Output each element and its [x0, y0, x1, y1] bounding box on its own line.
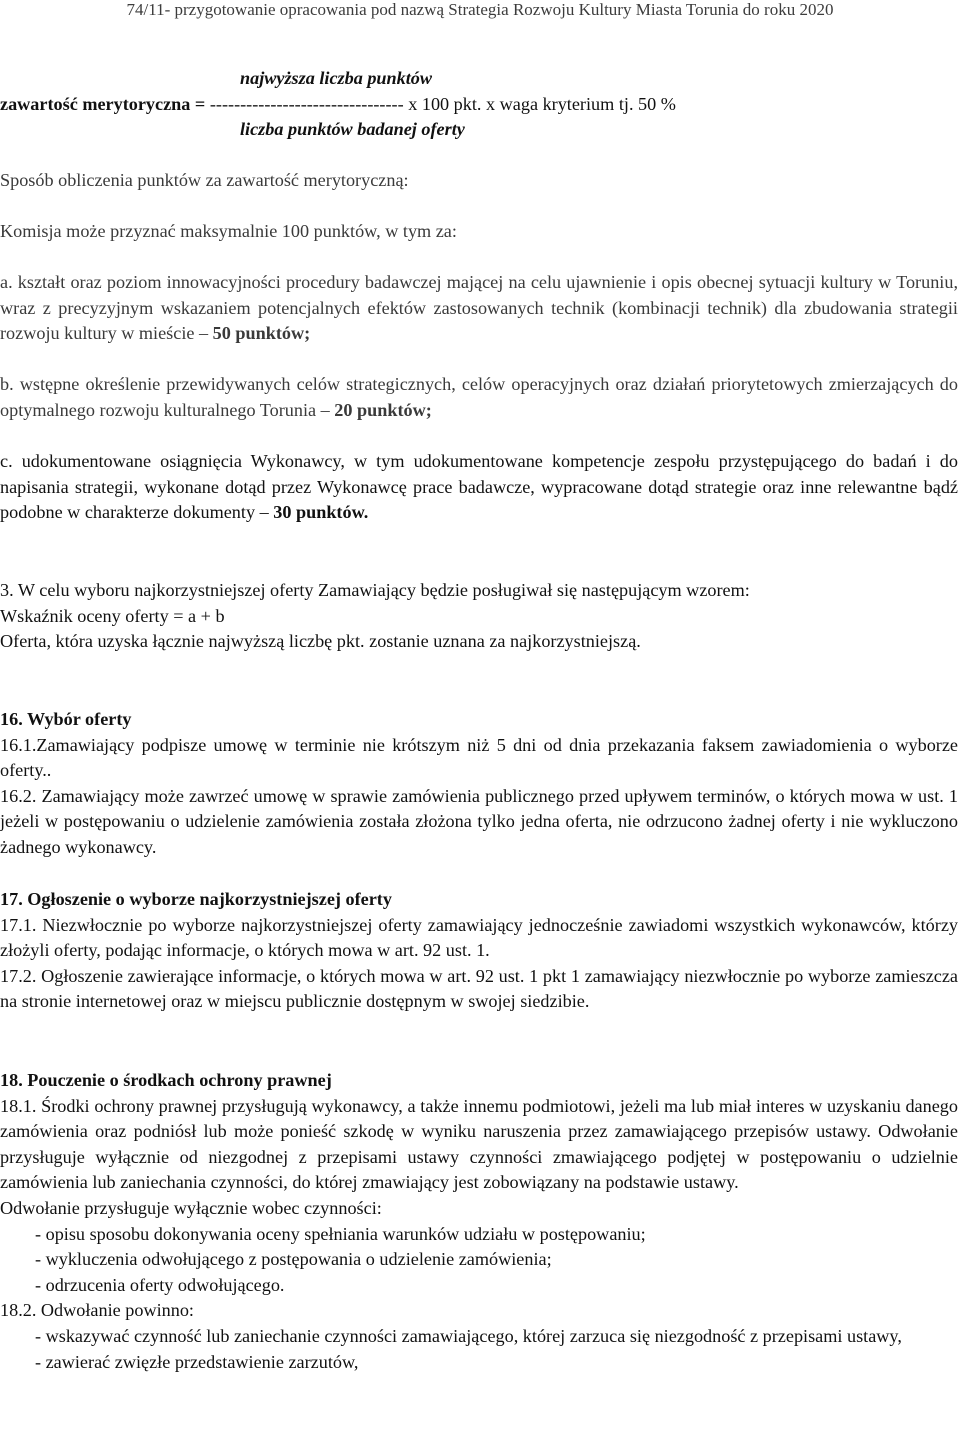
method-line: Sposób obliczenia punktów za zawartość merytoryczną:: [0, 170, 409, 190]
section-16: [0, 707, 958, 861]
formula-numerator: najwyższa liczba punktów: [240, 68, 433, 88]
item-a-text: a. kształt oraz poziom innowacyjności procedury badawczej mającej na celu ujawnienie i opis obecnej sytuacji kultury w Toruniu, wraz z precyzyjnym wskazaniem potencjalnych efektów zastosowanych technik (kombinacji technik) dla zbudowania strategii rozwoju kultury w mieście –: [0, 272, 958, 344]
section-16-p2: 16.2. Zamawiający może zawrzeć umowę w sprawie zamówienia publicznego przed upływem terminów, o których mowa w ust. 1 jeżeli w postępowaniu o udzielenie zamówienia została złożona tylko jedna oferta, nie odrzucono żadnej oferty i nie wykluczono żadnego wykonawcy.: [0, 785, 958, 857]
formula: [0, 66, 958, 143]
section-16-heading-text: 16. Wybór oferty: [0, 709, 132, 729]
list-item: - wskazywać czynność lub zaniechanie czynności zamawiającego, której zarzuca się niezgodność z przepisami ustawy,: [35, 1325, 902, 1346]
item-b-points: 20 punktów;: [334, 399, 432, 420]
formula-rhs: x 100 pkt. x waga kryterium tj. 50 %: [408, 93, 676, 114]
item-b-text: b. wstępne określenie przewidywanych celów strategicznych, celów operacyjnych oraz działań priorytetowych zmierzających do optymalnego rozwoju kulturalnego Torunia –: [0, 374, 958, 420]
section-18-heading: [0, 1068, 958, 1094]
section-16-heading: [0, 707, 958, 733]
page-header: 74/11- przygotowanie opracowania pod nazwą Strategia Rozwoju Kultury Miasta Torunia do roku 2020: [126, 0, 834, 19]
list-item: - odrzucenia oferty odwołującego.: [35, 1274, 285, 1295]
section-17-p2: 17.2. Ogłoszenie zawierające informacje, o których mowa w art. 92 ust. 1 pkt 1 zamawiający niezwłocznie po wyborze zamieszcza na stronie internetowej oraz w miejscu publicznie dostępnym w swojej siedzibie.: [0, 965, 958, 1012]
section-18-heading-text: 18. Pouczenie o środkach ochrony prawnej: [0, 1070, 332, 1090]
section-3-line-2: Wskaźnik oceny oferty = a + b: [0, 605, 225, 626]
section-3-line-1: 3. W celu wyboru najkorzystniejszej oferty Zamawiający będzie posługiwał się następującym wzorem:: [0, 580, 750, 600]
list-item: - opisu sposobu dokonywania oceny spełniania warunków udziału w postępowaniu;: [35, 1223, 646, 1244]
committee-line: Komisja może przyznać maksymalnie 100 punktów, w tym za:: [0, 221, 457, 241]
list-item: - wykluczenia odwołującego z postępowania o udzielenie zamówienia;: [35, 1249, 552, 1270]
item-b: [0, 372, 958, 423]
item-c-points: 30 punktów.: [273, 502, 369, 523]
section-18: [0, 1068, 958, 1375]
formula-denominator: liczba punktów badanej oferty: [240, 119, 465, 140]
section-3-line-3: Oferta, która uzyska łącznie najwyższą liczbę pkt. zostanie uznana za najkorzystniejszą.: [0, 631, 641, 652]
section-18-p2: 18.2. Odwołanie powinno:: [0, 1300, 194, 1321]
section-16-p1: 16.1.Zamawiający podpisze umowę w terminie nie krótszym niż 5 dni od dnia przekazania faksem zawiadomienia o wyborze oferty..: [0, 734, 958, 781]
section-17: [0, 887, 958, 1015]
item-c-text: c. udokumentowane osiągnięcia Wykonawcy, w tym udokumentowane kompetencje zespołu przystępującego do badań i do napisania strategii, wykonane dotąd przez Wykonawcę prace badawcze, wypracowane dotąd strategie oraz inne relewantne bądź podobne w charakterze dokumenty –: [0, 451, 958, 523]
section-17-heading: [0, 887, 958, 913]
formula-dashes: --------------------------------: [209, 93, 404, 114]
section-18-p1: 18.1. Środki ochrony prawnej przysługują wykonawcy, a także innemu podmiotowi, jeżeli ma lub miał interes w uzyskaniu danego zamówienia oraz podniósł lub może ponieść szkodę w wyniku naruszenia przez zamawiającego przepisów ustawy. Odwołanie przysługuje wyłącznie od niezgodnej z przepisami ustawy czynności zmawiającego podjętej w postępowaniu o udzielnie zamówienia lub zaniechania czynności, do której zmawiający jest zobowiązany na podstawie ustawy.: [0, 1095, 958, 1193]
item-a: [0, 270, 958, 347]
section-18-intro: Odwołanie przysługuje wyłącznie wobec czynności:: [0, 1197, 382, 1218]
formula-main-line: [0, 92, 958, 118]
item-c: [0, 449, 958, 526]
section-17-p1: 17.1. Niezwłocznie po wyborze najkorzystniejszej oferty zamawiający jednocześnie zawiadomi wszystkich wykonawców, którzy złożyli oferty, podając informacje, o których mowa w art. 92 ust. 1.: [0, 914, 958, 961]
list-item: - zawierać zwięzłe przedstawienie zarzutów,: [35, 1351, 359, 1372]
item-a-points: 50 punktów;: [212, 323, 311, 344]
section-3: [0, 578, 958, 655]
section-17-heading-text: 17. Ogłoszenie o wyborze najkorzystniejszej oferty: [0, 889, 392, 909]
formula-lhs: zawartość merytoryczna =: [0, 93, 206, 114]
